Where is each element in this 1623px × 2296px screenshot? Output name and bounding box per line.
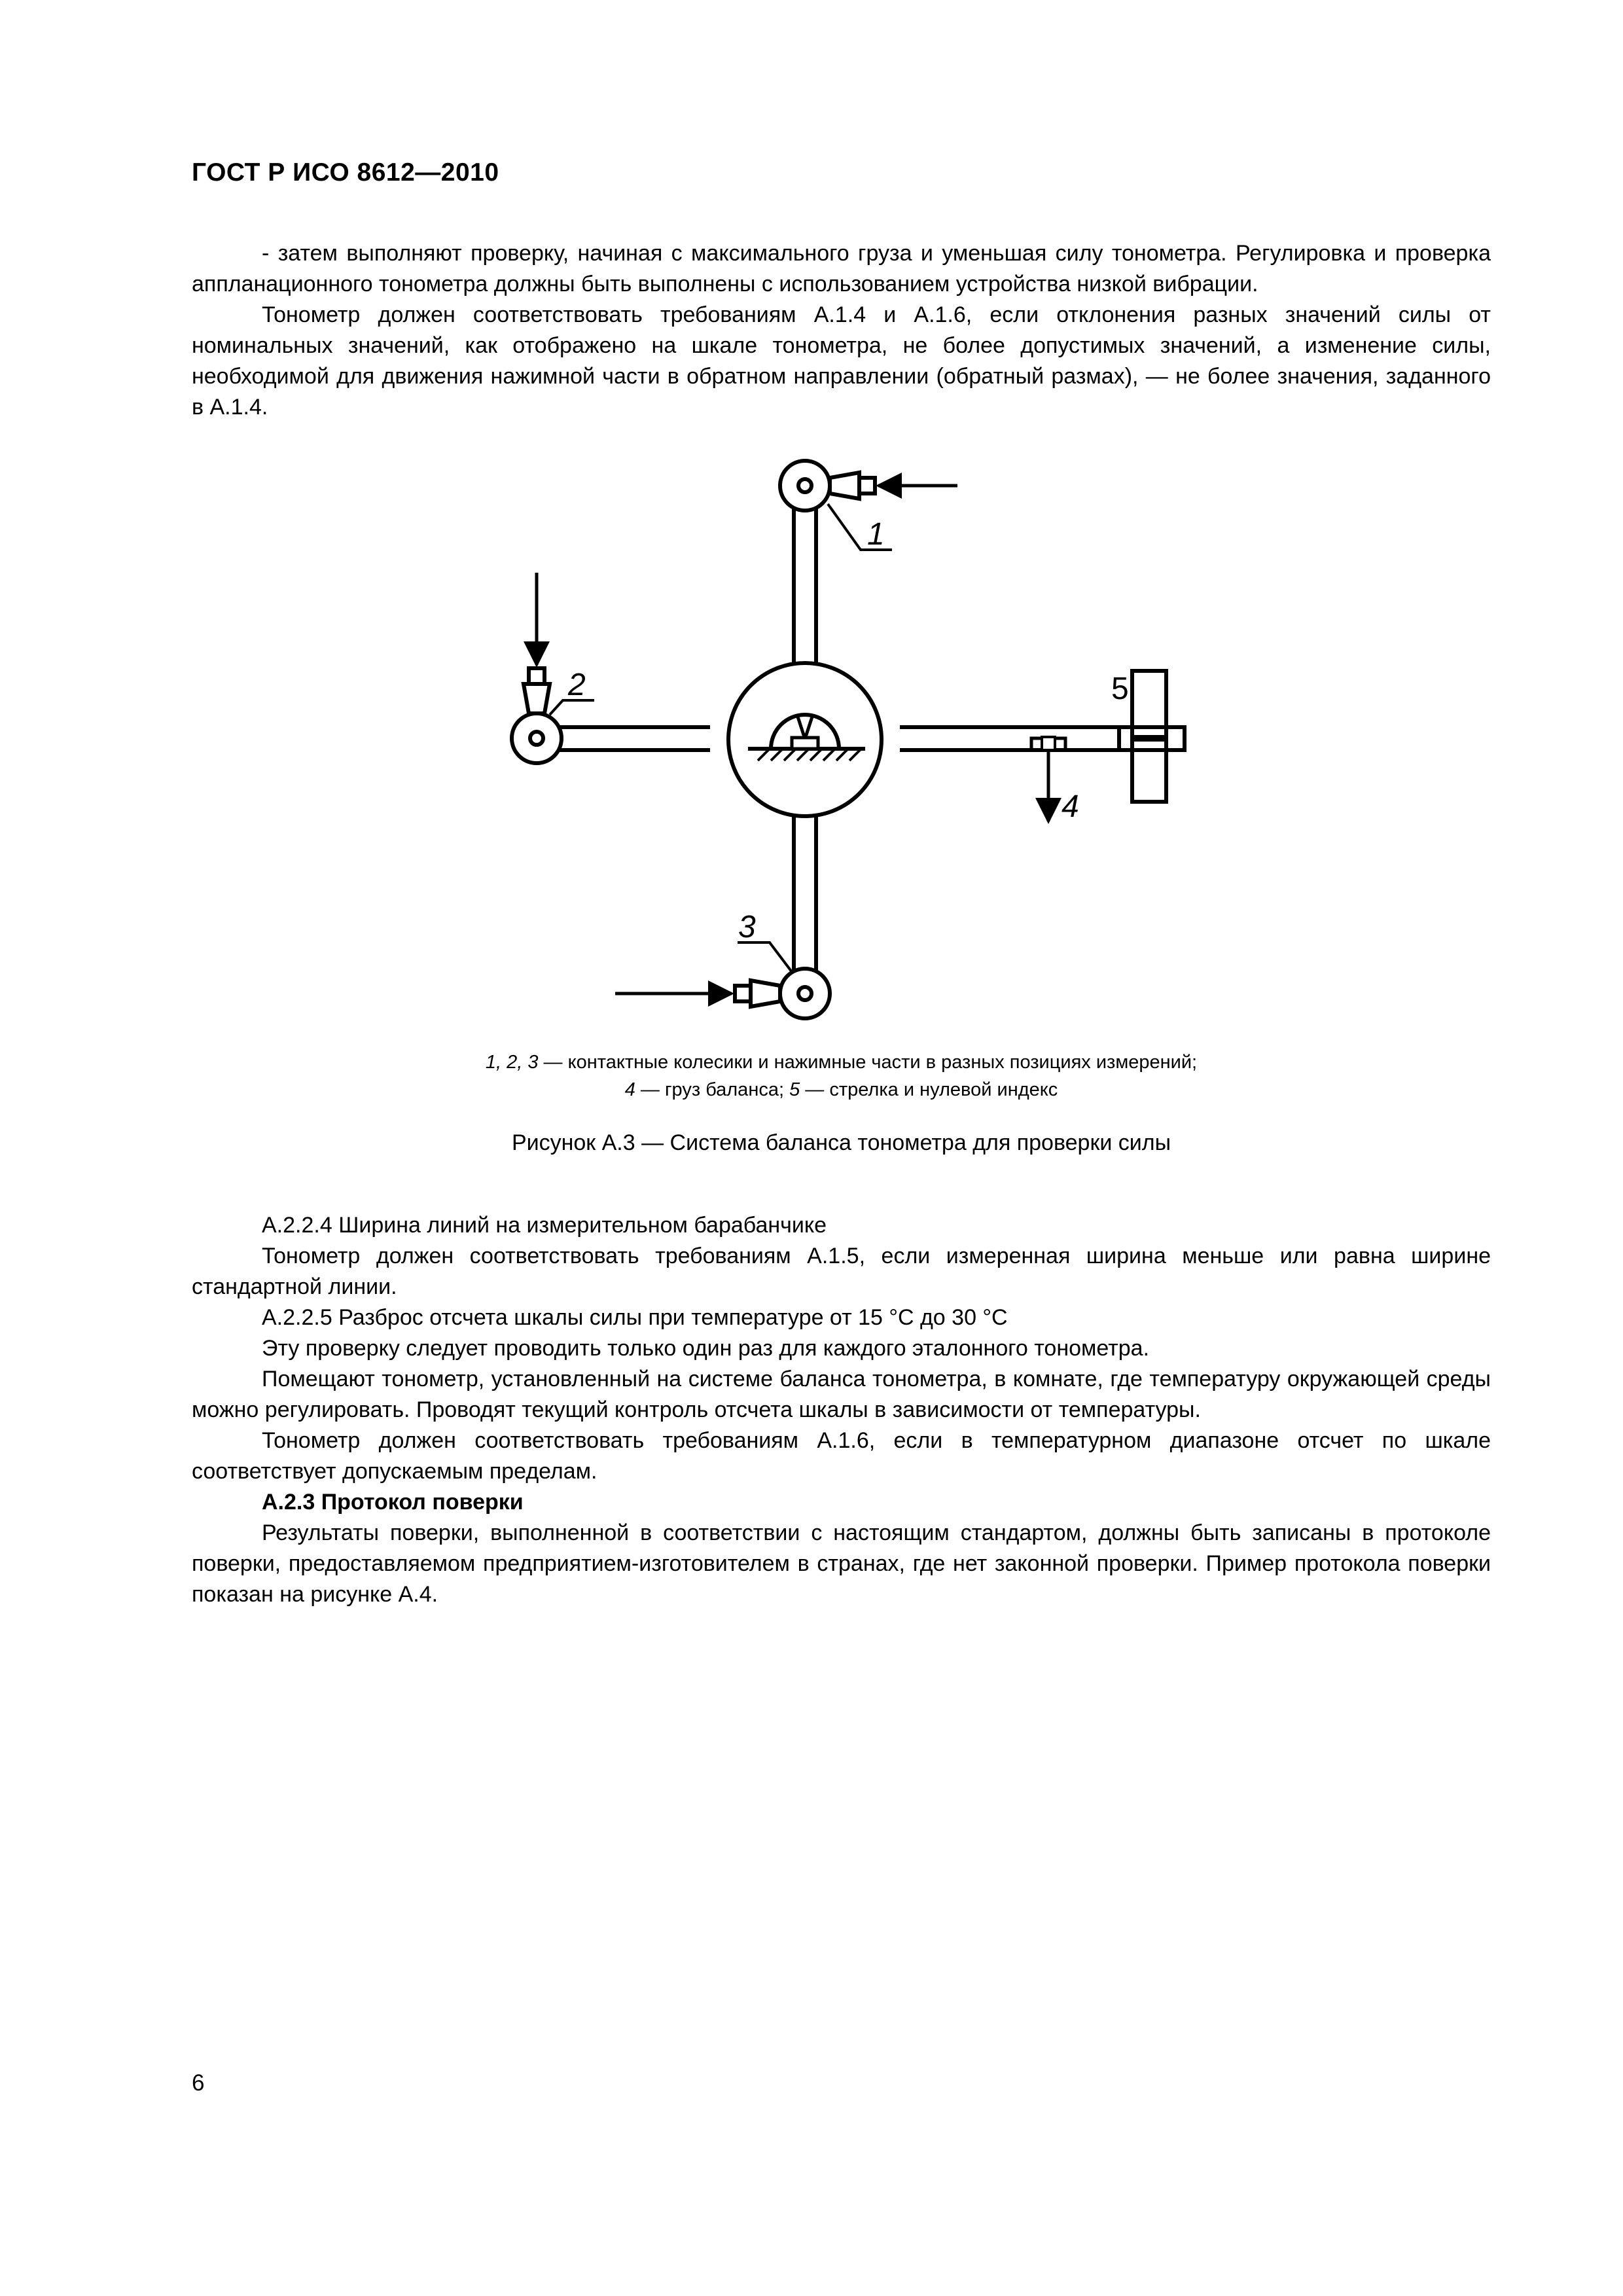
legend-text: — груз баланса; <box>635 1079 790 1100</box>
balance-system-diagram <box>484 445 1224 1047</box>
paragraph: Эту проверку следует проводить только один раз для каждого эталонного тонометра. <box>262 1336 1150 1361</box>
paragraph: А.2.2.5 Разброс отсчета шкалы силы при температуре от 15 °С до 30 °С <box>262 1305 1008 1330</box>
paragraph: Тонометр должен соответствовать требованиям А.1.5, если измеренная ширина меньше или равна ширине стандартной линии. <box>192 1244 1491 1299</box>
document-header: ГОСТ Р ИСО 8612—2010 <box>192 158 499 187</box>
paragraph: Результаты поверки, выполненной в соответствии с настоящим стандартом, должны быть записаны в протоколе поверки, предоставляемом предприятием-изготовителем в странах, где нет законной проверки. Пример протокола поверки показан на рисунке А.4. <box>192 1520 1491 1607</box>
balance-system-figure <box>484 445 1224 1047</box>
contact-wheel-2 <box>512 668 562 763</box>
figure-legend-line <box>192 1076 1491 1103</box>
legend-text: — контактные колесики и нажимные части в разных позициях измерений; <box>538 1052 1198 1073</box>
page-number: 6 <box>192 2070 205 2096</box>
paragraph: - затем выполняют проверку, начиная с максимального груза и уменьшая силу тонометра. Регулировка и проверка аппланационного тонометра должны быть выполнены с использованием устройства низкой вибрации. <box>192 241 1491 296</box>
paragraph: А.2.2.4 Ширина линий на измерительном барабанчике <box>262 1213 827 1238</box>
figure-caption: Рисунок А.3 — Система баланса тонометра для проверки силы <box>511 1130 1171 1155</box>
legend-keys: 1, 2, 3 <box>485 1052 539 1073</box>
label-5: 5 <box>1111 672 1129 706</box>
intro-text-block <box>192 238 1491 423</box>
contact-wheel-1 <box>780 461 875 511</box>
label-2: 2 <box>568 668 586 702</box>
legend-key: 4 <box>624 1079 635 1100</box>
figure-legend-line <box>192 1049 1491 1076</box>
legend-text: — стрелка и нулевой индекс <box>800 1079 1058 1100</box>
legend-key: 5 <box>789 1079 800 1100</box>
contact-wheel-3 <box>735 969 830 1018</box>
paragraph: Помещают тонометр, установленный на системе баланса тонометра, в комнате, где температуру окружающей среды можно регулировать. Проводят текущий контроль отсчета шкалы в зависимости от температуры. <box>192 1367 1491 1422</box>
paragraph: Тонометр должен соответствовать требованиям А.1.6, если в температурном диапазоне отсчет по шкале соответствует допускаемым пределам. <box>192 1428 1491 1484</box>
section-heading: А.2.3 Протокол поверки <box>262 1490 524 1515</box>
label-3: 3 <box>738 910 756 944</box>
label-1: 1 <box>867 517 885 552</box>
body-text-block <box>192 1210 1491 1610</box>
label-4: 4 <box>1061 789 1079 824</box>
paragraph: Тонометр должен соответствовать требованиям А.1.4 и А.1.6, если отклонения разных значений силы от номинальных значений, как отображено на шкале тонометра, не более допустимых значений, а изменение силы, необходимой для движения нажимной части в обратном направлении (обратный размах), — не более значения, заданного в А.1.4. <box>192 302 1491 420</box>
